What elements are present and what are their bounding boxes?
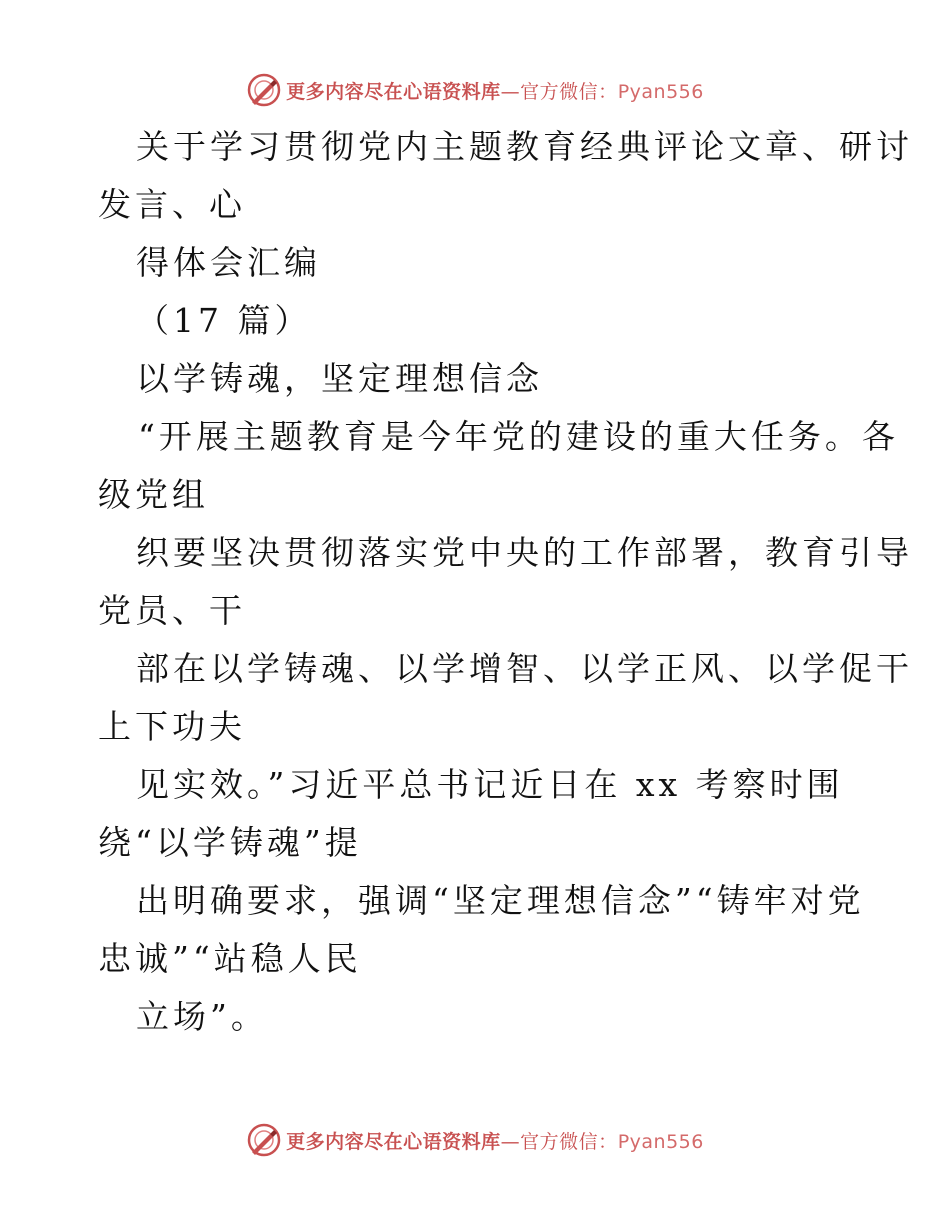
pen-logo-icon [246, 72, 282, 108]
paragraph-line: 出明确要求，强调“坚定理想信念”“铸牢对党 [136, 881, 865, 920]
header-watermark-banner [0, 70, 950, 110]
paragraph-line: 上下功夫 [98, 707, 246, 746]
paragraph-line: 发言、心 [98, 185, 246, 224]
paragraph-line: 织要坚决贯彻落实党中央的工作部署，教育引导 [136, 533, 913, 572]
footer-banner-text: 更多内容尽在心语资料库—官方微信：Pyan556 [286, 1130, 704, 1153]
paragraph-line: 党员、干 [98, 591, 246, 630]
paragraph-line: 部在以学铸魂、以学增智、以学正风、以学促干 [136, 649, 913, 688]
paragraph-line: 得体会汇编 [136, 243, 321, 282]
paragraph-line: 级党组 [98, 475, 209, 514]
paragraph-line: （17 篇） [136, 301, 312, 340]
section-heading: 以学铸魂，坚定理想信念 [136, 359, 543, 398]
paragraph-line: 见实效。”习近平总书记近日在 xx 考察时围 [136, 765, 844, 804]
pen-logo-icon [246, 1122, 282, 1158]
paragraph-line: 立场”。 [136, 997, 268, 1036]
header-banner-text: 更多内容尽在心语资料库—官方微信：Pyan556 [286, 80, 704, 103]
paragraph-line: 忠诚”“站稳人民 [98, 939, 362, 978]
paragraph-line: 关于学习贯彻党内主题教育经典评论文章、研讨 [136, 127, 913, 166]
paragraph-line: “开展主题教育是今年党的建设的重大任务。各 [138, 417, 899, 456]
footer-watermark-banner [0, 1120, 950, 1160]
paragraph-line: 绕“以学铸魂”提 [98, 823, 362, 862]
